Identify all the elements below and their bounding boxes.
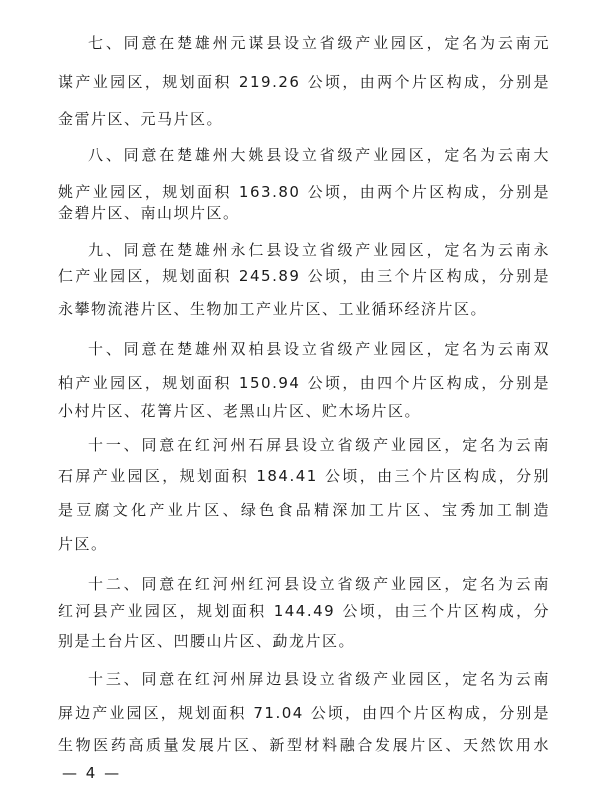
paragraph-line: 仁产业园区，规划面积 245.89 公顷，由三个片区构成，分别是 bbox=[58, 267, 550, 285]
page-number: — 4 — bbox=[62, 764, 122, 782]
paragraph-line: 屏边产业园区，规划面积 71.04 公顷，由四个片区构成，分别是 bbox=[58, 704, 550, 722]
paragraph-line: 十、同意在楚雄州双柏县设立省级产业园区，定名为云南双 bbox=[88, 340, 550, 358]
paragraph-line: 七、同意在楚雄州元谋县设立省级产业园区，定名为云南元 bbox=[88, 34, 550, 52]
paragraph-line: 是豆腐文化产业片区、绿色食品精深加工片区、宝秀加工制造 bbox=[58, 501, 550, 519]
paragraph-line: 十二、同意在红河州红河县设立省级产业园区，定名为云南 bbox=[88, 575, 550, 593]
paragraph-line: 金雷片区、元马片区。 bbox=[58, 110, 224, 128]
paragraph-line: 别是土台片区、凹腰山片区、勐龙片区。 bbox=[58, 632, 356, 650]
paragraph-line: 红河县产业园区，规划面积 144.49 公顷，由三个片区构成，分 bbox=[58, 602, 550, 620]
paragraph-line: 九、同意在楚雄州永仁县设立省级产业园区，定名为云南永 bbox=[88, 241, 550, 259]
paragraph-line: 永攀物流港片区、生物加工产业片区、工业循环经济片区。 bbox=[58, 300, 488, 318]
paragraph-line: 八、同意在楚雄州大姚县设立省级产业园区，定名为云南大 bbox=[88, 146, 550, 164]
paragraph-line: 石屏产业园区，规划面积 184.41 公顷，由三个片区构成，分别 bbox=[58, 467, 550, 485]
paragraph-line: 十一、同意在红河州石屏县设立省级产业园区，定名为云南 bbox=[88, 436, 550, 454]
paragraph-line: 十三、同意在红河州屏边县设立省级产业园区，定名为云南 bbox=[88, 670, 550, 688]
paragraph-line: 姚产业园区，规划面积 163.80 公顷，由两个片区构成，分别是 bbox=[58, 183, 550, 201]
paragraph-line: 小村片区、花箐片区、老黑山片区、贮木场片区。 bbox=[58, 402, 422, 420]
paragraph-line: 生物医药高质量发展片区、新型材料融合发展片区、天然饮用水 bbox=[58, 736, 550, 754]
paragraph-line: 金碧片区、南山坝片区。 bbox=[58, 204, 240, 222]
paragraph-line: 柏产业园区，规划面积 150.94 公顷，由四个片区构成，分别是 bbox=[58, 374, 550, 392]
paragraph-line: 谋产业园区，规划面积 219.26 公顷，由两个片区构成，分别是 bbox=[58, 73, 550, 91]
paragraph-line: 片区。 bbox=[58, 535, 108, 553]
